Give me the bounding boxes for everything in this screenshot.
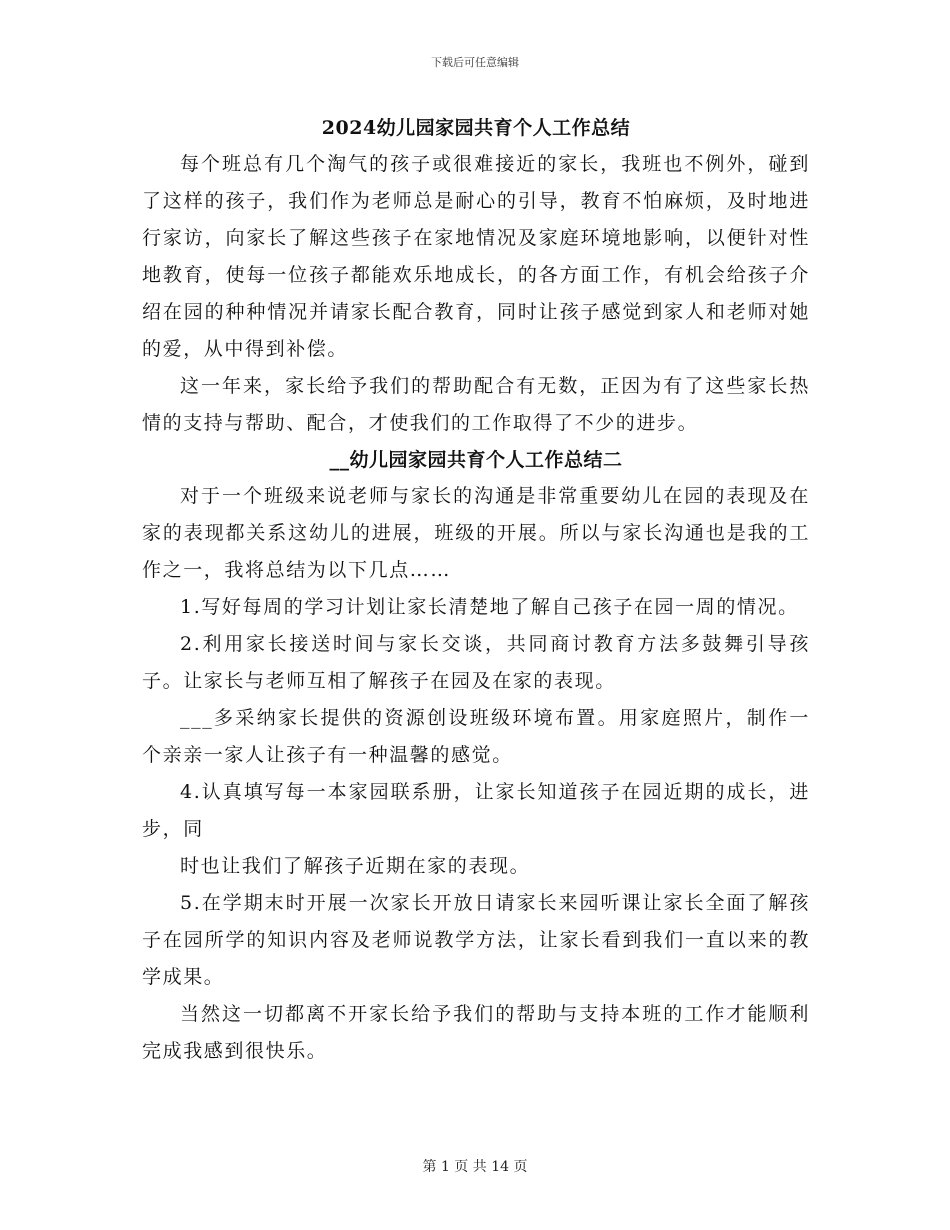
list-item-5: 5.在学期末时开展一次家长开放日请家长来园听课让家长全面了解孩子在园所学的知识内容及老师说教学方法，让家长看到我们一直以来的教学成果。	[142, 892, 810, 988]
list-item-4-continued: 时也让我们了解孩子近期在家的表现。	[180, 855, 531, 877]
paragraph-1: 每个班总有几个淘气的孩子或很难接近的家长，我班也不例外，碰到了这样的孩子，我们作为老师总是耐心的引导，教育不怕麻烦，及时地进行家访，向家长了解这些孩子在家地情况及家庭环境地影响，以便针对性地教育，使每一位孩子都能欢乐地成长，的各方面工作，有机会给孩子介绍在园的种种情况并请家长配合教育，同时让孩子感觉到家人和老师对她的爱，从中得到补偿。	[142, 153, 810, 360]
list-item-2: 2.利用家长接送时间与家长交谈，共同商讨教育方法多鼓舞引导孩子。让家长与老师互相了解孩子在园及在家的表现。	[142, 633, 810, 692]
header-note: 下载后可任意编辑	[431, 56, 519, 69]
page-number: 第 1 页 共 14 页	[422, 1159, 528, 1175]
paragraph-2: 这一年来，家长给予我们的帮助配合有无数，正因为有了这些家长热情的支持与帮助、配合，才使我们的工作取得了不少的进步。	[142, 375, 810, 434]
section-title: __幼儿园家园共育个人工作总结二	[329, 449, 623, 471]
closing-paragraph: 当然这一切都离不开家长给予我们的帮助与支持本班的工作才能顺利完成我感到很快乐。	[142, 1003, 810, 1062]
list-item-3: ___多采纳家长提供的资源创设班级环境布置。用家庭照片，制作一个亲亲一家人让孩子有一种温馨的感觉。	[142, 707, 810, 766]
list-item-1: 1.写好每周的学习计划让家长清楚地了解自己孩子在园一周的情况。	[180, 596, 799, 618]
document-title: 2024幼儿园家园共育个人工作总结	[321, 117, 631, 139]
paragraph-3: 对于一个班级来说老师与家长的沟通是非常重要幼儿在园的表现及在家的表现都关系这幼儿的进展，班级的开展。所以与家长沟通也是我的工作之一，我将总结为以下几点……	[142, 485, 810, 581]
document-body	[142, 110, 810, 1070]
list-item-4: 4.认真填写每一本家园联系册，让家长知道孩子在园近期的成长，进步，同	[142, 781, 810, 840]
